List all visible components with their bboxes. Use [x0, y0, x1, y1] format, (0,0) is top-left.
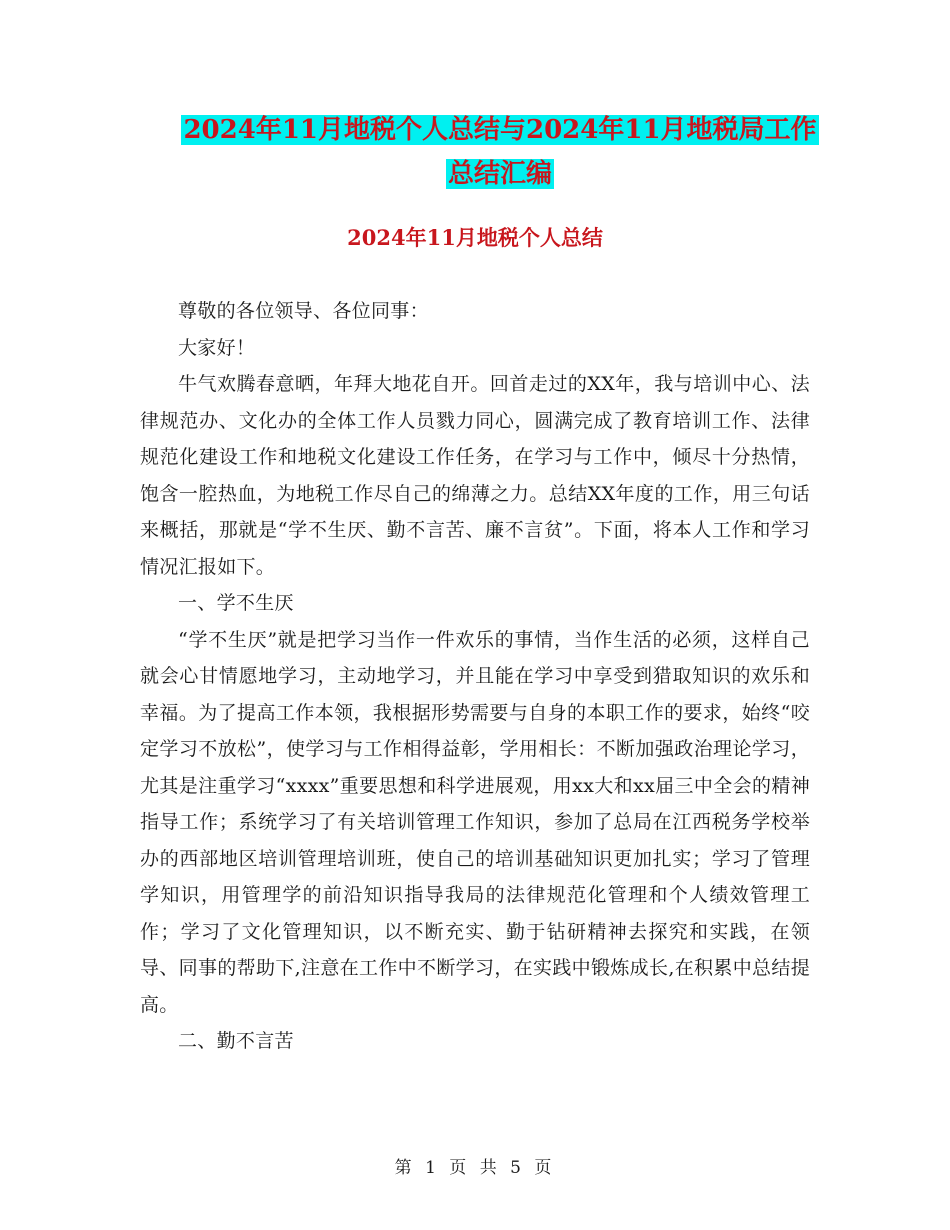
document-title-line2: 总结汇编	[447, 159, 552, 189]
document-title	[140, 108, 860, 196]
section-one-paragraph: “学不生厌”就是把学习当作一件欢乐的事情，当作生活的必须，这样自己就会心甘情愿地学习，主动地学习，并且能在学习中享受到猎取知识的欢乐和幸福。为了提高工作本领，我根据形势需要与自身的本职工作的要求，始终“咬定学习不放松”，使学习与工作相得益彰，学用相长：不断加强政治理论学习，尤其是注重学习“xxxx”重要思想和科学进展观，用xx大和xx届三中全会的精神指导工作；系统学习了有关培训管理工作知识，参加了总局在江西税务学校举办的西部地区培训管理培训班，使自己的培训基础知识更加扎实；学习了管理学知识，用管理学的前沿知识指导我局的法律规范化管理和个人绩效管理工作；学习了文化管理知识，以不断充实、勤于钻研精神去探究和实践，在领导、同事的帮助下,注意在工作中不断学习，在实践中锻炼成长,在积累中总结提高。	[140, 628, 810, 1016]
heading-two: 二、勤不言苦	[178, 1030, 294, 1052]
salutation: 尊敬的各位领导、各位同事：	[178, 300, 429, 322]
page-footer: 第 1 页 共 5 页	[394, 1158, 556, 1178]
section-title: 2024年11月地税个人总结	[347, 225, 603, 250]
intro-paragraph: 牛气欢腾春意晒，年拜大地花自开。回首走过的XX年，我与培训中心、法律规范办、文化办的全体工作人员戮力同心，圆满完成了教育培训工作、法律规范化建设工作和地税文化建设工作任务，在学习与工作中，倾尽十分热情，饱含一腔热血，为地税工作尽自己的绵薄之力。总结XX年度的工作，用三句话来概括，那就是“学不生厌、勤不言苦、廉不言贫”。下面，将本人工作和学习情况汇报如下。	[140, 373, 810, 578]
heading-one: 一、学不生厌	[178, 592, 294, 614]
greeting: 大家好！	[178, 336, 256, 359]
document-title-line1: 2024年11月地税个人总结与2024年11月地税局工作	[183, 115, 817, 145]
document-body	[140, 293, 810, 1060]
